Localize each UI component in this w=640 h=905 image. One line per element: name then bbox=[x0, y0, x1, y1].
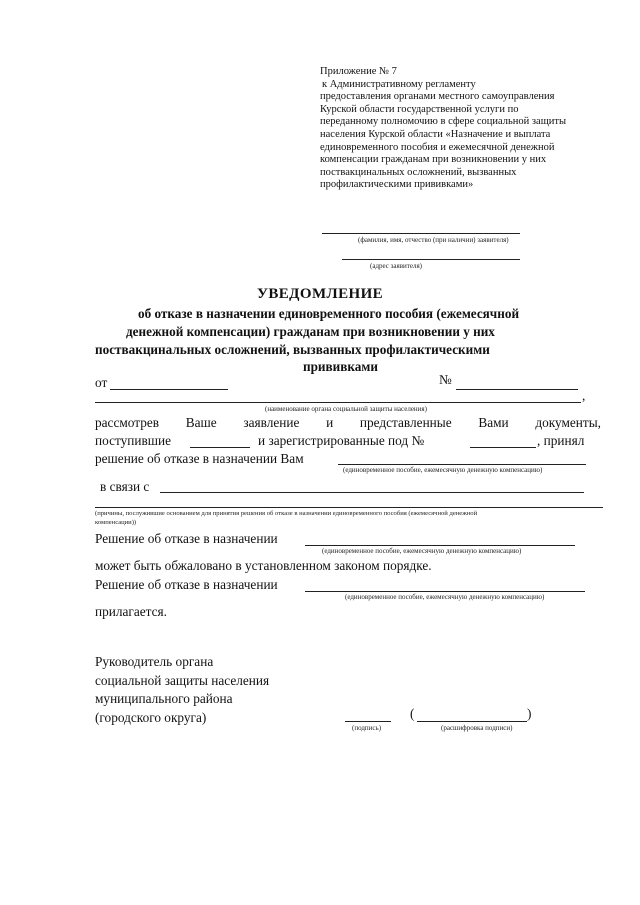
close-paren: ) bbox=[527, 706, 532, 721]
annex-line: предоставления органами местного самоуправления bbox=[320, 91, 555, 103]
number-field-line[interactable] bbox=[456, 389, 578, 390]
notice-title: УВЕДОМЛЕНИЕ bbox=[256, 286, 384, 302]
annex-line: поствакцинальных осложнений, вызванных bbox=[320, 166, 517, 178]
annex-line: переданному полномочию в сфере социальной защиты bbox=[320, 116, 567, 128]
org-caption: (наименование органа социальной защиты населения) bbox=[265, 405, 427, 413]
applicant-address-line[interactable] bbox=[342, 259, 520, 260]
number-label: № bbox=[439, 372, 452, 387]
attached-label: Решение об отказе в назначении bbox=[95, 577, 278, 592]
notice-subtitle-line: денежной компенсации) гражданам при возникновении у них bbox=[126, 324, 495, 339]
body-word: рассмотрев bbox=[95, 415, 160, 430]
signer-title bbox=[95, 653, 269, 727]
body-word: представленные bbox=[359, 415, 452, 430]
date-field-line[interactable] bbox=[110, 389, 228, 390]
attached-benefit-line[interactable] bbox=[305, 591, 585, 592]
annex-line: к Административному регламенту bbox=[322, 78, 476, 90]
appeal-benefit-line[interactable] bbox=[305, 545, 575, 546]
signer-title-line: (городского округа) bbox=[95, 709, 207, 725]
org-trailing-comma: , bbox=[582, 388, 586, 403]
signer-title-line: социальной защиты населения bbox=[95, 672, 270, 688]
due-to-label: в связи с bbox=[100, 479, 150, 494]
annex-line: Курской области государственной услуги по bbox=[320, 103, 519, 115]
annex-header bbox=[320, 66, 620, 192]
body-word: заявление bbox=[243, 415, 300, 430]
notice-subtitle-line: прививками bbox=[303, 359, 378, 374]
annex-line: Приложение № 7 bbox=[320, 66, 397, 77]
annex-line: единовременного пособия и ежемесячной денежной bbox=[320, 141, 555, 153]
signature-caption: (подпись) bbox=[352, 724, 382, 732]
appeal-caption: (единовременное пособие, ежемесячную денежную компенсацию) bbox=[322, 547, 522, 555]
applicant-address-caption: (адрес заявителя) bbox=[370, 262, 422, 270]
applicant-name-line[interactable] bbox=[322, 233, 520, 234]
refusal-label: решение об отказе в назначении Вам bbox=[95, 451, 304, 466]
open-paren: ( bbox=[410, 706, 415, 721]
applicant-name-caption: (фамилия, имя, отчество (при наличии) заявителя) bbox=[358, 236, 509, 244]
decode-caption: (расшифровка подписи) bbox=[441, 724, 513, 732]
signer-title-line: Руководитель органа bbox=[95, 654, 214, 669]
received-label: поступившие bbox=[95, 433, 172, 448]
org-field-line[interactable] bbox=[95, 402, 581, 403]
annex-line: компенсации гражданам при возникновении у них bbox=[320, 154, 547, 166]
body-word: и bbox=[326, 415, 334, 430]
reasons-caption-cont: компенсации)) bbox=[95, 519, 137, 526]
registration-number-line[interactable] bbox=[470, 447, 536, 448]
decided-label: , принял bbox=[537, 433, 585, 448]
reasons-line-2[interactable] bbox=[95, 507, 603, 508]
benefit-caption: (единовременное пособие, ежемесячную денежную компенсацию) bbox=[343, 466, 543, 474]
attached-caption: (единовременное пособие, ежемесячную денежную компенсацию) bbox=[345, 593, 545, 601]
notice-subtitle-line: поствакцинальных осложнений, вызванных профилактическими bbox=[95, 342, 490, 357]
signature-decode-line[interactable] bbox=[417, 721, 527, 722]
signer-title-line: муниципального района bbox=[95, 691, 233, 706]
reasons-caption: (причины, послужившие основанием для принятия решения об отказе в назначении единовременного пособия (ежемесячной денежной bbox=[95, 510, 478, 517]
annex-line: населения Курской области «Назначение и выплата bbox=[320, 128, 551, 140]
appeal-label: Решение об отказе в назначении bbox=[95, 531, 278, 546]
benefit-type-line[interactable] bbox=[338, 464, 586, 465]
signature-line[interactable] bbox=[345, 721, 391, 722]
notice-subtitle-line: об отказе в назначении единовременного пособия (ежемесячной bbox=[138, 306, 520, 321]
body-word: Вами bbox=[478, 415, 509, 430]
annex-line: профилактическими прививками» bbox=[320, 179, 474, 191]
registered-label: и зарегистрированные под № bbox=[258, 433, 425, 448]
body-line-1 bbox=[95, 415, 601, 431]
attached-text: прилагается. bbox=[95, 604, 167, 619]
reasons-line-1[interactable] bbox=[160, 492, 584, 493]
body-word: Ваше bbox=[185, 415, 217, 430]
body-word: документы, bbox=[535, 415, 601, 430]
from-label: от bbox=[95, 375, 108, 390]
appeal-text: может быть обжаловано в установленном законом порядке. bbox=[95, 558, 432, 573]
received-date-line[interactable] bbox=[190, 447, 250, 448]
